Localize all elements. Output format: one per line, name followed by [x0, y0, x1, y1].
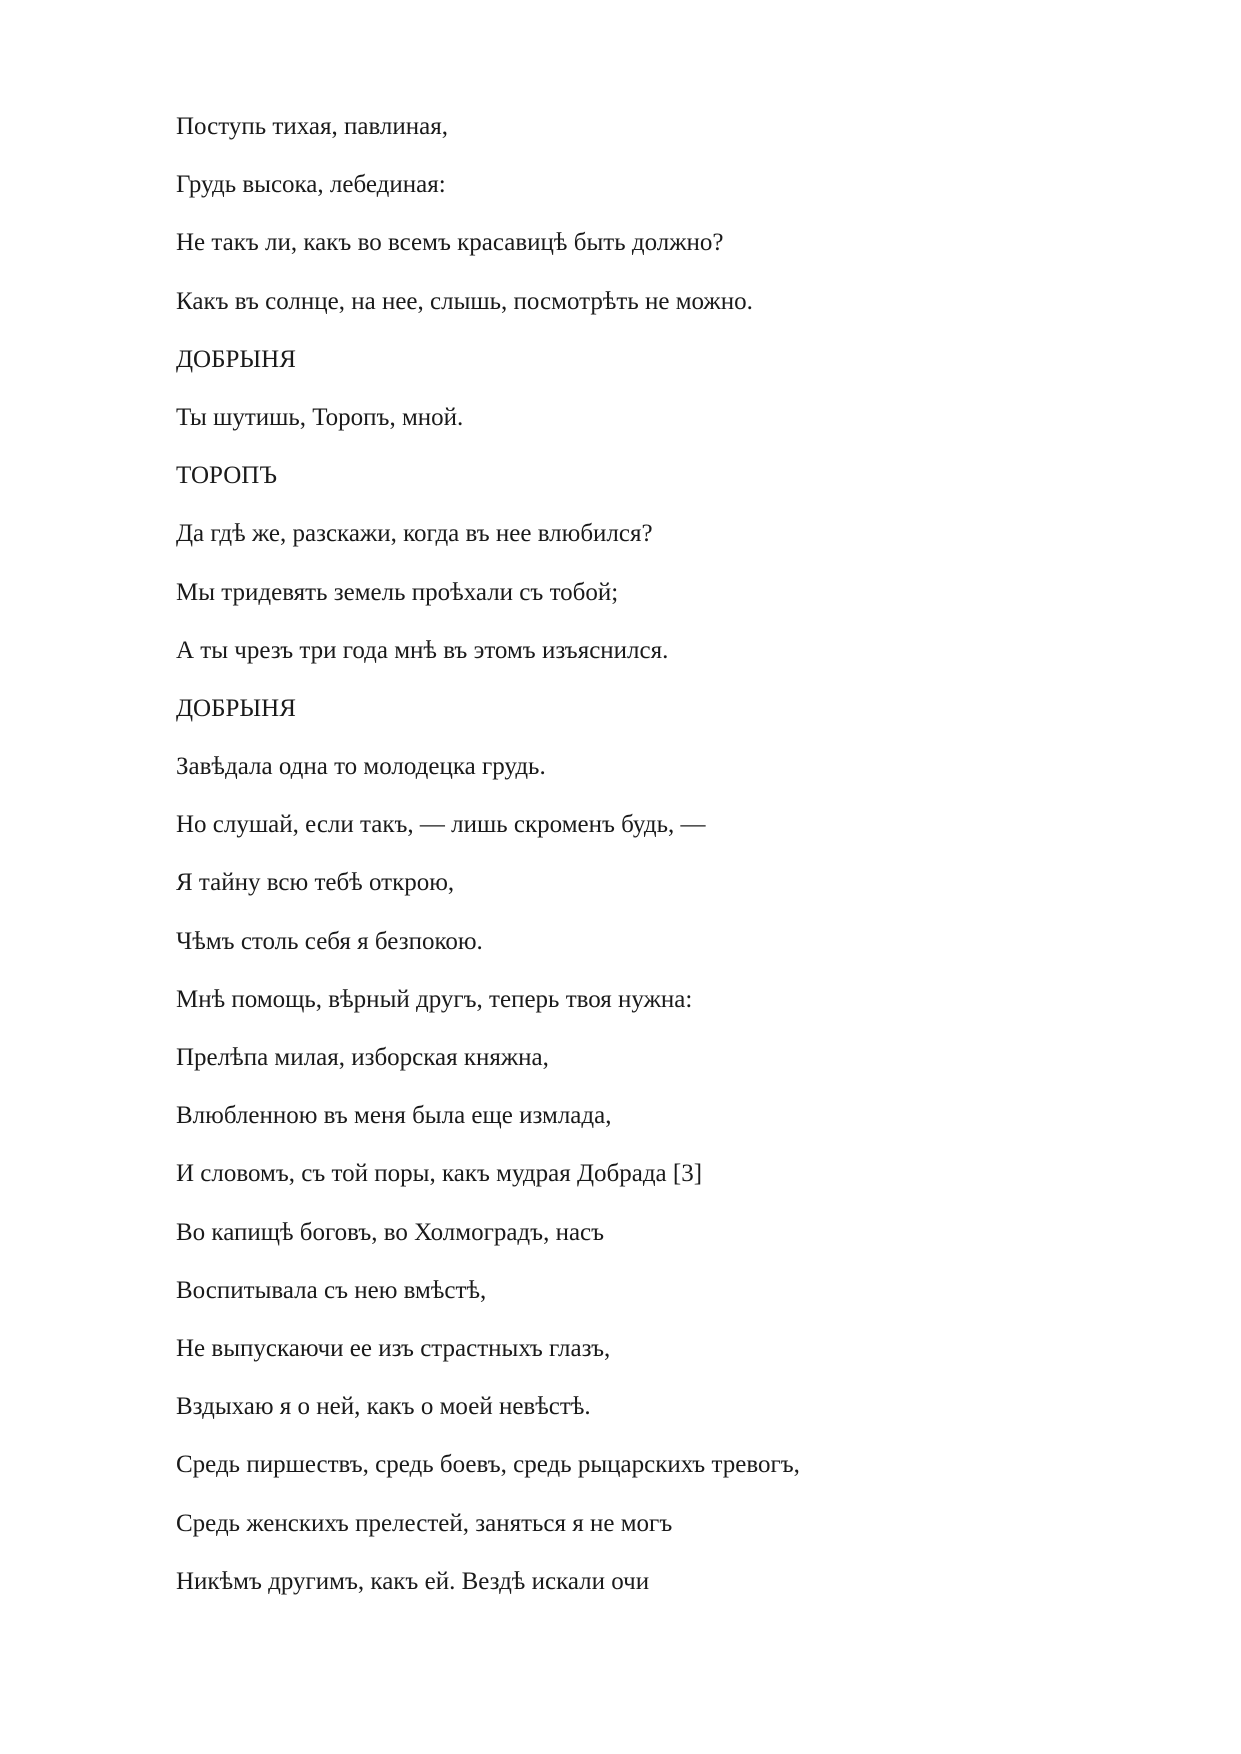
- verse-line: Поступь тихая, павлиная,: [176, 113, 448, 140]
- verse-line: Мы тридевять земель проѣхали съ тобой;: [176, 578, 619, 606]
- speaker-name: ДОБРЫНЯ: [176, 345, 296, 373]
- verse-line: Вздыхаю я о ней, какъ о моей невѣстѣ.: [176, 1393, 591, 1421]
- verse-line: Никѣмъ другимъ, какъ ей. Вездѣ искали очи: [176, 1567, 650, 1595]
- verse-line: Ты шутишь, Торопъ, мной.: [176, 403, 464, 431]
- verse-line: Я тайну всю тебѣ открою,: [176, 869, 455, 897]
- verse-line: Чѣмъ столь себя я безпокою.: [176, 927, 483, 955]
- verse-text: [176, 112, 1156, 1625]
- verse-line: Влюбленною въ меня была еще измлада,: [176, 1102, 612, 1130]
- verse-line: Не выпускаючи ее изъ страстныхъ глазъ,: [176, 1334, 611, 1362]
- verse-line: А ты чрезъ три года мнѣ въ этомъ изъяснился.: [176, 636, 669, 664]
- verse-line: Да гдѣ же, разскажи, когда въ нее влюбился?: [176, 520, 653, 548]
- verse-line: Прелѣпа милая, изборская княжна,: [176, 1044, 549, 1071]
- speaker-name: ТОРОПЪ: [176, 462, 277, 490]
- verse-line: Но слушай, если такъ, — лишь скроменъ будь, —: [176, 811, 706, 839]
- verse-line: Грудь высока, лебединая:: [176, 171, 446, 199]
- verse-line: И словомъ, съ той поры, какъ мудрая Добрада [3]: [176, 1160, 703, 1188]
- verse-line: Во капищѣ боговъ, во Холмоградъ, насъ: [176, 1218, 605, 1246]
- verse-line: Не такъ ли, какъ во всемъ красавицѣ быть должно?: [176, 229, 724, 257]
- verse-line: Мнѣ помощь, вѣрный другъ, теперь твоя нужна:: [176, 985, 693, 1013]
- verse-line: Воспитывала съ нею вмѣстѣ,: [176, 1276, 487, 1304]
- verse-line: Завѣдала одна то молодецка грудь.: [176, 753, 546, 781]
- speaker-name: ДОБРЫНЯ: [176, 694, 296, 722]
- verse-line: Средь пиршествъ, средь боевъ, средь рыцарскихъ тревогъ,: [176, 1451, 800, 1479]
- verse-line: Какъ въ солнце, на нее, слышь, посмотрѣть не можно.: [176, 287, 753, 315]
- verse-line: Средь женскихъ прелестей, заняться я не могъ: [176, 1509, 673, 1537]
